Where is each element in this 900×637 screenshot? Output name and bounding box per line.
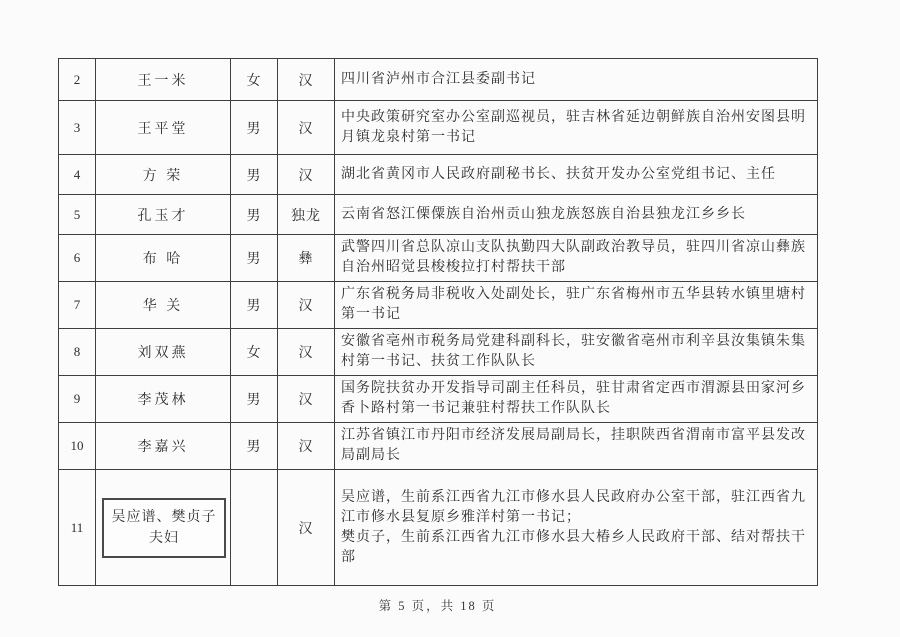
name-cell: 布 哈 <box>96 235 231 282</box>
description-cell: 湖北省黄冈市人民政府副秘书长、扶贫开发办公室党组书记、主任 <box>335 155 818 195</box>
description-cell: 安徽省亳州市税务局党建科副科长，驻安徽省亳州市利辛县汝集镇朱集村第一书记、扶贫工作队队长 <box>335 329 818 376</box>
description-cell: 广东省税务局非税收入处副处长，驻广东省梅州市五华县转水镇里塘村第一书记 <box>335 282 818 329</box>
gender-cell <box>231 470 278 586</box>
table-row <box>59 376 818 423</box>
name-cell: 王平堂 <box>96 101 231 155</box>
ethnicity-cell: 彝 <box>278 235 335 282</box>
name-cell: 华 关 <box>96 282 231 329</box>
name-cell: 李茂林 <box>96 376 231 423</box>
table-row <box>59 195 818 235</box>
row-number-cell: 7 <box>59 282 96 329</box>
ethnicity-cell: 汉 <box>278 155 335 195</box>
table-row <box>59 155 818 195</box>
row-number-cell: 9 <box>59 376 96 423</box>
description-cell: 国务院扶贫办开发指导司副主任科员，驻甘肃省定西市渭源县田家河乡香卜路村第一书记兼驻村帮扶工作队队长 <box>335 376 818 423</box>
name-cell <box>96 470 231 586</box>
row-number-cell: 4 <box>59 155 96 195</box>
description-cell: 江苏省镇江市丹阳市经济发展局副局长，挂职陕西省渭南市富平县发改局副局长 <box>335 423 818 470</box>
table-row <box>59 59 818 101</box>
table-row <box>59 282 818 329</box>
name-cell: 方 荣 <box>96 155 231 195</box>
ethnicity-cell: 汉 <box>278 423 335 470</box>
name-cell: 孔玉才 <box>96 195 231 235</box>
row-number-cell: 5 <box>59 195 96 235</box>
gender-cell: 女 <box>231 329 278 376</box>
description-cell: 中央政策研究室办公室副巡视员，驻吉林省延边朝鲜族自治州安图县明月镇龙泉村第一书记 <box>335 101 818 155</box>
name-cell: 李嘉兴 <box>96 423 231 470</box>
ethnicity-cell: 汉 <box>278 470 335 586</box>
page-number: 第 5 页，共 18 页 <box>378 599 497 613</box>
ethnicity-cell: 汉 <box>278 101 335 155</box>
gender-cell: 男 <box>231 376 278 423</box>
gender-cell: 男 <box>231 101 278 155</box>
gender-cell: 男 <box>231 423 278 470</box>
gender-cell: 女 <box>231 59 278 101</box>
table-row <box>59 235 818 282</box>
ethnicity-cell: 汉 <box>278 282 335 329</box>
ethnicity-cell: 汉 <box>278 376 335 423</box>
table-row <box>59 101 818 155</box>
row-number-cell: 11 <box>59 470 96 586</box>
description-cell: 四川省泸州市合江县委副书记 <box>335 59 818 101</box>
description-cell: 云南省怒江傈僳族自治州贡山独龙族怒族自治县独龙江乡乡长 <box>335 195 818 235</box>
name-cell: 刘双燕 <box>96 329 231 376</box>
row-number-cell: 8 <box>59 329 96 376</box>
row-number-cell: 2 <box>59 59 96 101</box>
table-row <box>59 423 818 470</box>
ethnicity-cell: 汉 <box>278 59 335 101</box>
description-cell: 吴应谱，生前系江西省九江市修水县人民政府办公室干部，驻江西省九江市修水县复原乡雅洋村第一书记； 樊贞子，生前系江西省九江市修水县大椿乡人民政府干部、结对帮扶干部 <box>335 470 818 586</box>
gender-cell: 男 <box>231 195 278 235</box>
mourning-frame: 吴应谱、樊贞子夫妇 <box>102 498 226 558</box>
row-number-cell: 6 <box>59 235 96 282</box>
gender-cell: 男 <box>231 155 278 195</box>
ethnicity-cell: 汉 <box>278 329 335 376</box>
row-number-cell: 10 <box>59 423 96 470</box>
name-cell: 王一米 <box>96 59 231 101</box>
table-row <box>59 329 818 376</box>
gender-cell: 男 <box>231 282 278 329</box>
ethnicity-cell: 独龙 <box>278 195 335 235</box>
description-cell: 武警四川省总队凉山支队执勤四大队副政治教导员，驻四川省凉山彝族自治州昭觉县梭梭拉打村帮扶干部 <box>335 235 818 282</box>
row-number-cell: 3 <box>59 101 96 155</box>
roster-table <box>58 58 818 586</box>
gender-cell: 男 <box>231 235 278 282</box>
table-row <box>59 470 818 586</box>
